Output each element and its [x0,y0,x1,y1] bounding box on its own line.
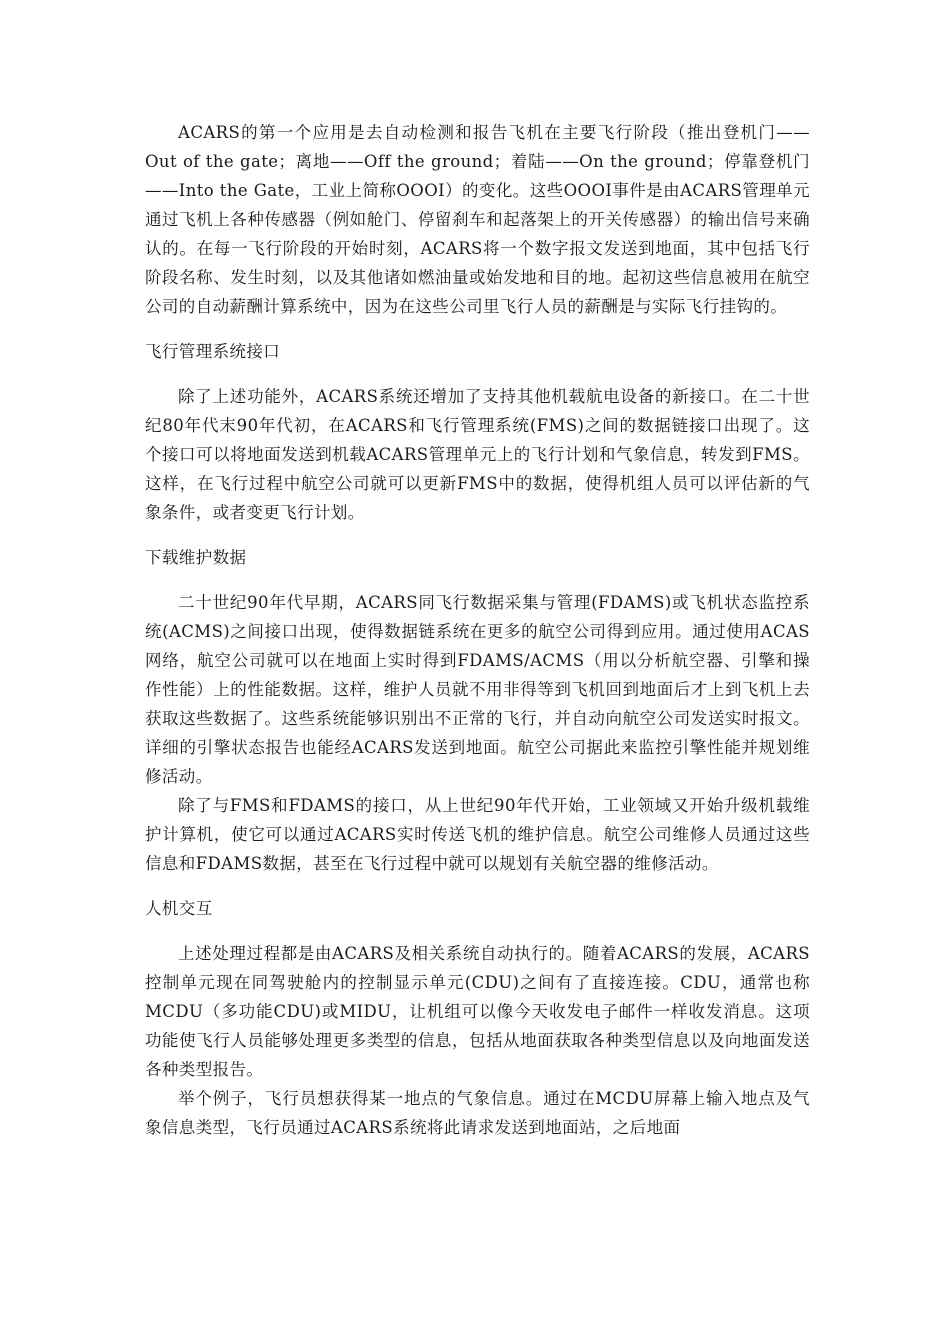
paragraph-cdu: 上述处理过程都是由ACARS及相关系统自动执行的。随着ACARS的发展，ACARS控制单元现在同驾驶舱内的控制显示单元(CDU)之间有了直接连接。CDU，通常也称MCDU（多功能CDU)或MIDU，让机组可以像今天收发电子邮件一样收发消息。这项功能使飞行人员能够处理更多类型的信息，包括从地面获取各种类型信息以及向地面发送各种类型报告。 [145,944,810,1079]
document-page [145,118,810,1142]
paragraph-fms-interface: 除了上述功能外，ACARS系统还增加了支持其他机载航电设备的新接口。在二十世纪80年代末90年代初，在ACARS和飞行管理系统(FMS)之间的数据链接口出现了。这个接口可以将地面发送到机载ACARS管理单元上的飞行计划和气象信息，转发到FMS。这样，在飞行过程中航空公司就可以更新FMS中的数据，使得机组人员可以评估新的气象条件，或者变更飞行计划。 [145,387,810,522]
paragraph-maintenance-computer: 除了与FMS和FDAMS的接口，从上世纪90年代开始，工业领域又开始升级机载维护计算机，使它可以通过ACARS实时传送飞机的维护信息。航空公司维修人员通过这些信息和FDAMS数据，甚至在飞行过程中就可以规划有关航空器的维修活动。 [145,796,810,873]
section-heading-hmi: 人机交互 [145,899,213,918]
paragraph-weather-example: 举个例子，飞行员想获得某一地点的气象信息。通过在MCDU屏幕上输入地点及气象信息类型，飞行员通过ACARS系统将此请求发送到地面站，之后地面 [145,1089,810,1137]
section-heading-fms-interface: 飞行管理系统接口 [145,342,281,361]
section-heading-maintenance-data: 下载维护数据 [145,548,247,567]
paragraph-oooi: ACARS的第一个应用是去自动检测和报告飞机在主要飞行阶段（推出登机门——Out of the gate；离地——Off the ground；着陆——On the ground；停靠登机门——Into the Gate，工业上简称OOOI）的变化。这些OOOI事件是由ACARS管理单元通过飞机上各种传感器（例如舱门、停留刹车和起落架上的开关传感器）的输出信号来确认的。在每一飞行阶段的开始时刻，ACARS将一个数字报文发送到地面，其中包括飞行阶段名称、发生时刻，以及其他诸如燃油量或始发地和目的地。起初这些信息被用在航空公司的自动薪酬计算系统中，因为在这些公司里飞行人员的薪酬是与实际飞行挂钩的。 [145,123,810,316]
paragraph-fdams: 二十世纪90年代早期，ACARS同飞行数据采集与管理(FDAMS)或飞机状态监控系统(ACMS)之间接口出现，使得数据链系统在更多的航空公司得到应用。通过使用ACAS网络，航空公司就可以在地面上实时得到FDAMS/ACMS（用以分析航空器、引擎和操作性能）上的性能数据。这样，维护人员就不用非得等到飞机回到地面后才上到飞机上去获取这些数据了。这些系统能够识别出不正常的飞行，并自动向航空公司发送实时报文。详细的引擎状态报告也能经ACARS发送到地面。航空公司据此来监控引擎性能并规划维修活动。 [145,593,810,786]
